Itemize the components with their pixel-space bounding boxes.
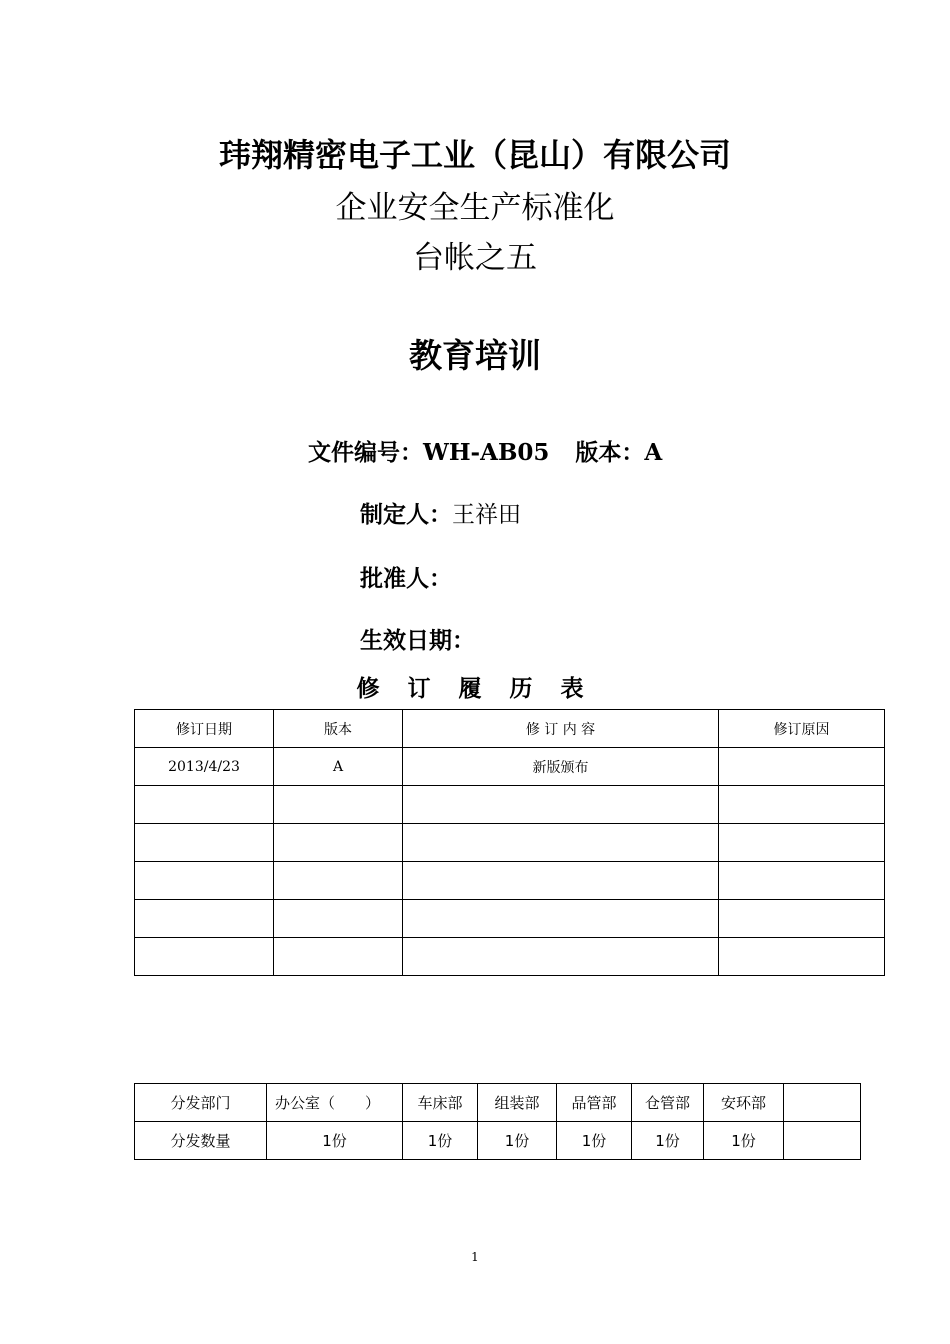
file-info-line [308,434,662,467]
distribution-qty-row [135,1122,861,1160]
cell-reason [719,748,885,786]
table-row [135,748,885,786]
revision-history-table [134,709,885,976]
cell-content [403,938,719,976]
version-value: A [644,439,663,466]
cell-version: A [274,748,403,786]
qty-warehouse: 1份 [632,1122,704,1160]
drafter-label: 制定人： [360,502,452,528]
cell-content [403,824,719,862]
qty-blank [784,1122,861,1160]
ledger-number: 台帐之五 [413,240,537,276]
qty-lathe: 1份 [403,1122,478,1160]
cell-reason [719,862,885,900]
qty-assembly: 1份 [478,1122,557,1160]
approver-label: 批准人： [360,566,452,592]
cell-version [274,938,403,976]
qty-office: 1份 [267,1122,403,1160]
cell-version [274,786,403,824]
revision-history-title: 修 订 履 历 表 [356,676,594,702]
page-number: 1 [471,1250,479,1264]
cell-date [135,900,274,938]
file-no-value: WH-AB05 [423,439,550,466]
cell-version [274,900,403,938]
dept-assembly: 组装部 [478,1084,557,1122]
cell-content [403,900,719,938]
header-revision-content: 修 订 内 容 [403,710,719,748]
approver-line [360,560,452,593]
table-row [135,900,885,938]
cell-reason [719,824,885,862]
cell-content: 新版颁布 [403,748,719,786]
cell-version [274,862,403,900]
dept-label: 分发部门 [135,1084,267,1122]
revision-header-row [135,710,885,748]
cell-date [135,824,274,862]
document-subtitle: 企业安全生产标准化 [335,190,615,226]
qty-label: 分发数量 [135,1122,267,1160]
header-revision-date: 修订日期 [135,710,274,748]
cell-date [135,786,274,824]
cell-reason [719,938,885,976]
table-row [135,938,885,976]
dept-lathe: 车床部 [403,1084,478,1122]
qty-quality: 1份 [557,1122,632,1160]
table-row [135,862,885,900]
dept-blank [784,1084,861,1122]
qty-safety-env: 1份 [704,1122,784,1160]
version-label: 版本： [575,440,645,466]
drafter-line [360,496,521,529]
cell-date [135,862,274,900]
table-row [135,786,885,824]
cell-reason [719,786,885,824]
cell-content [403,862,719,900]
dept-warehouse: 仓管部 [632,1084,704,1122]
cell-content [403,786,719,824]
effective-date-label: 生效日期： [360,628,475,654]
cell-date: 2013/4/23 [135,748,274,786]
cell-version [274,824,403,862]
cell-date [135,938,274,976]
document-topic: 教育培训 [409,336,541,375]
header-version: 版本 [274,710,403,748]
dept-quality: 品管部 [557,1084,632,1122]
dept-safety-env: 安环部 [704,1084,784,1122]
effective-date-line [360,622,475,655]
distribution-table [134,1083,861,1160]
drafter-value: 王祥田 [452,502,521,528]
dept-office: 办公室（ ） [267,1084,403,1122]
table-row [135,824,885,862]
header-revision-reason: 修订原因 [719,710,885,748]
distribution-dept-row [135,1084,861,1122]
cell-reason [719,900,885,938]
company-name: 玮翔精密电子工业（昆山）有限公司 [218,136,731,174]
file-no-label: 文件编号： [308,440,423,466]
